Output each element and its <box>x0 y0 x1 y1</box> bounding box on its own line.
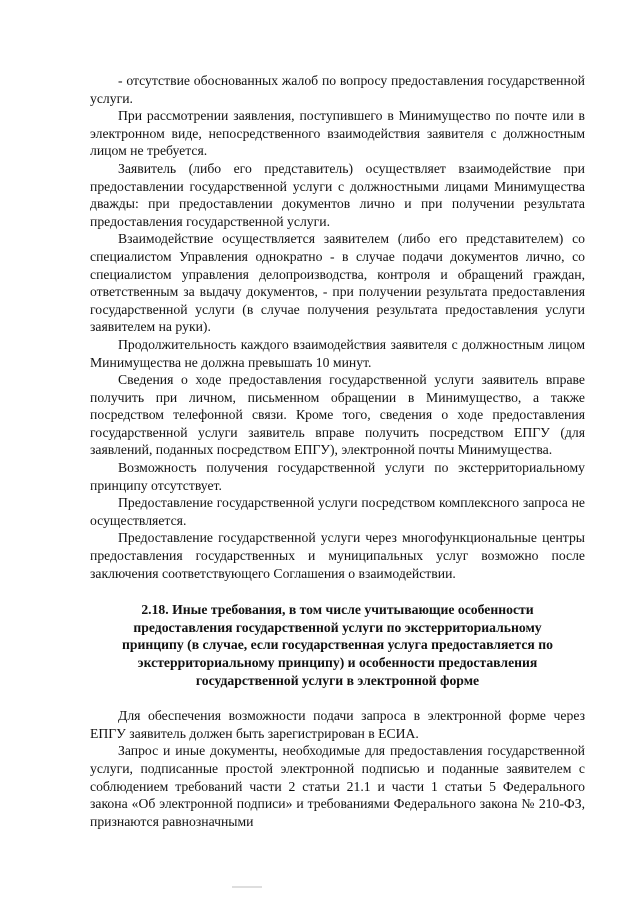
paragraph-extraterritorial: Возможность получения государственной услуги по экстерриториальному принципу отсутствует. <box>90 460 585 493</box>
paragraph-no-complaints: - отсутствие обоснованных жалоб по вопросу предоставления государственной услуги. <box>90 73 585 106</box>
document-page <box>90 72 585 830</box>
section-heading: 2.18. Иные требования, в том числе учитывающие особенности предоставления государственной услуги по экстерриториальному принципу (в случае, если государственная услуга предоставляется по экстерриториальному принципу) и особенности предоставления государственной услуги в электронной форме <box>121 602 553 688</box>
paragraph-duration: Продолжительность каждого взаимодействия заявителя с должностным лицом Минимущества не должна превышать 10 минут. <box>90 336 585 370</box>
paragraph-interaction-twice: Заявитель (либо его представитель) осуществляет взаимодействие при предоставлении государственной услуги с должностными лицами Минимущества дважды: при предоставлении документов лично и при получении результата предоставления государственной услуги. <box>90 160 585 229</box>
paragraph-mail-application: При рассмотрении заявления, поступившего в Минимущество по почте или в электронном виде, непосредственного взаимодействия заявителя с должностным лицом не требуется. <box>90 108 585 159</box>
paragraph-progress-info: Сведения о ходе предоставления государственной услуги заявитель вправе получить при личном, письменном обращении в Минимущество, а также посредством телефонной связи. Кроме того, сведения о ходе предоставления государственной услуги заявитель вправе получить посредством ЕПГУ (для заявлений, поданных посредством ЕПГУ), электронной почты Минимущества. <box>90 372 585 458</box>
scan-artifact <box>232 886 262 888</box>
paragraph-electronic-signature: Запрос и иные документы, необходимые для предоставления государственной услуги, подписанные простой электронной подписью и поданные заявителем с соблюдением требований части 2 статьи 21.1 и части 1 статьи 5 Федерального закона «Об электронной подписи» и требованиями Федерального закона № 210-ФЗ, признаются равнозначными <box>90 743 585 829</box>
paragraph-complex-request: Предоставление государственной услуги посредством комплексного запроса не осуществляется. <box>90 495 585 528</box>
paragraph-esia-registration: Для обеспечения возможности подачи запроса в электронной форме через ЕПГУ заявитель должен быть зарегистрирован в ЕСИА. <box>90 708 585 741</box>
paragraph-interaction-once: Взаимодействие осуществляется заявителем (либо его представителем) со специалистом Управления однократно - в случае подачи документов лично, со специалистом управления делопроизводства, контроля и обращений граждан, ответственным за выдачу документов, - при получении результата предоставления государственной услуги (в случае получения результата предоставления услуги заявителем на руки). <box>90 231 585 335</box>
paragraph-mfc: Предоставление государственной услуги через многофункциональные центры предоставления государственных и муниципальных услуг возможно после заключения соответствующего Соглашения о взаимодействии. <box>90 530 585 581</box>
